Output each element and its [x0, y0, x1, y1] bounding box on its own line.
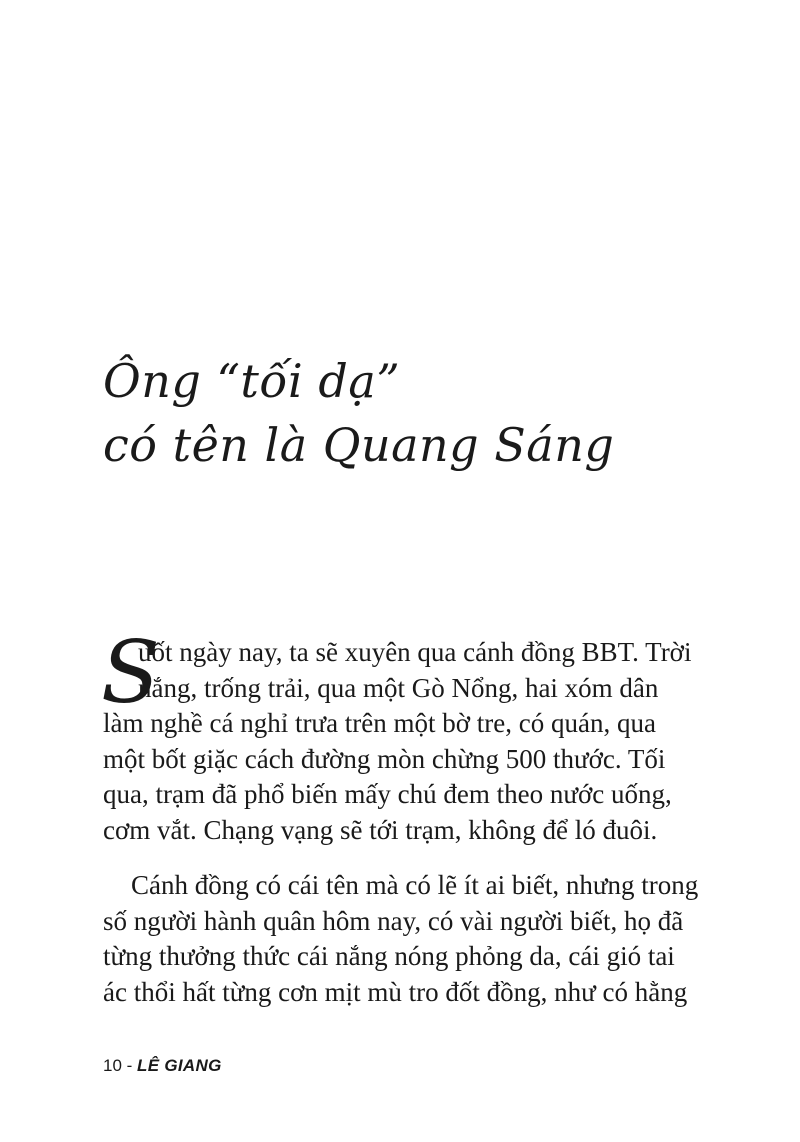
- paragraph-line: làm nghề cá nghỉ trưa trên một bờ tre, có quán, qua: [103, 708, 656, 739]
- paragraph-2: [103, 868, 703, 1010]
- paragraph-line: từng thưởng thức cái nắng nóng phỏng da, cái gió tai: [103, 941, 675, 972]
- paragraph-line: một bốt giặc cách đường mòn chừng 500 thước. Tối: [103, 743, 666, 774]
- paragraph-1: [103, 635, 703, 849]
- paragraph-line: uốt ngày nay, ta sẽ xuyên qua cánh đồng BBT. Trời: [138, 637, 692, 667]
- paragraph-line: cơm vắt. Chạng vạng sẽ tới trạm, không để ló đuôi.: [103, 814, 658, 845]
- paragraph-line: Cánh đồng có cái tên mà có lẽ ít ai biết, nhưng trong: [131, 870, 699, 900]
- paragraph-line: nắng, trống trải, qua một Gò Nổng, hai xóm dân: [138, 672, 659, 703]
- chapter-title-line-1: Ông “tối dạ”: [103, 354, 401, 408]
- drop-cap-letter: S: [101, 623, 160, 723]
- paragraph-line: số người hành quân hôm nay, có vài người biết, họ đã: [103, 905, 684, 936]
- page-footer: [103, 1056, 222, 1076]
- page-number: 10: [103, 1056, 122, 1075]
- footer-separator: -: [121, 1056, 138, 1075]
- chapter-title-line-2: có tên là Quang Sáng: [103, 418, 615, 472]
- author-name: LÊ GIANG: [137, 1056, 222, 1075]
- paragraph-line: ác thổi hất từng cơn mịt mù tro đốt đồng, như có hằng: [103, 976, 688, 1007]
- paragraph-line: qua, trạm đã phổ biến mấy chú đem theo nước uống,: [103, 779, 672, 810]
